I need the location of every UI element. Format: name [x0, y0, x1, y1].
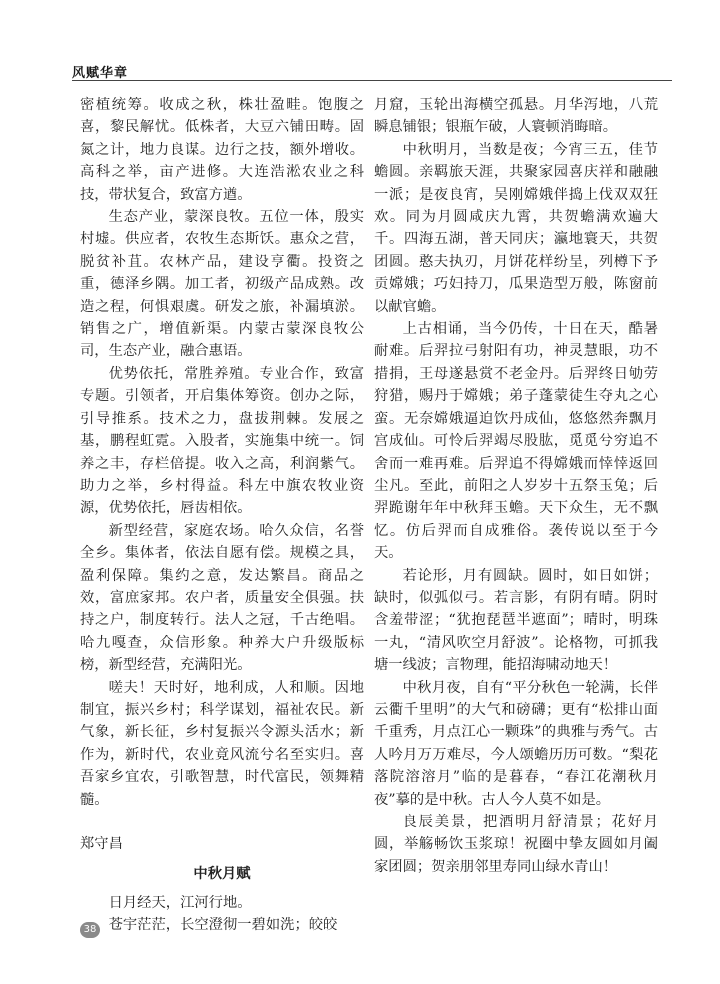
- running-header-title: 风赋华章: [72, 66, 129, 81]
- page-number-badge: 38: [80, 922, 100, 938]
- paragraph: 生态产业，蒙深良牧。五位一体，殷实村墟。供应者，农牧生态斯饫。惠众之营，脱贫补苴。农林产品，建设亨衢。投资之重，德泽乡隅。加工者，初级产品成熟。改造之程，何惧艰虞。研发之旅，补漏填淤。销售之广，增值新渠。内蒙古蒙深良牧公司，生态产业，融合惠语。: [80, 209, 364, 360]
- paragraph: 良辰美景，把酒明月舒清景；花好月圆，举觞畅饮玉浆琼！祝圈中挚友圆如月阖家团圆；贺亲朋邻里寿同山绿水青山！: [374, 814, 658, 875]
- right-column: [374, 94, 658, 878]
- paragraph: 中秋月夜，自有“平分秋色一轮满，长伴云衢千里明”的大气和磅礴；更有“松排山面千重秀，月点江心一颗珠”的典雅与秀气。古人吟月万万难尽，今人颂蟾历历可数。“梨花落院溶溶月”临的是暮春，“春江花潮秋月夜”摹的是中秋。古人今人莫不如是。: [374, 679, 658, 808]
- paragraph: 优势依托，常胜养殖。专业合作，致富专题。引领者，开启集体筹资。创办之际，引导推系。技术之力，盘拔荆棘。发展之基，鹏程虹霓。入股者，实施集中统一。饲养之丰，存栏倍提。收入之高，利润紫气。助力之举，乡村得益。科左中旗农牧业资源，优势依托，唇齿相依。: [80, 365, 364, 517]
- paragraph: 月窟，玉轮出海横空孤悬。月华泻地，八荒瞬息铺银；银瓶乍破，人寰顿消晦暗。: [374, 97, 658, 136]
- paragraph: 若论形，月有圆缺。圆时，如日如饼；缺时，似弧似弓。若言影，有阴有晴。阴时含羞带涩；“犹抱琵琶半遮面”；晴时，明珠一丸，“清风吹空月舒波”。论格物，可抓我塘一线波；言物理，能招海啸动地天！: [374, 567, 658, 674]
- paragraph: 中秋明月，当数是夜；今宵三五，佳节蟾圆。亲羁旅天涯，共聚家园喜庆祥和融融一派；是夜良宵，吴刚嫦娥伴捣上伐双双狂欢。同为月圆咸庆九霄，共贺蟾满欢遍大千。四海五湖，普天同庆；瀛地寰天，共贺团圆。憨夫执刃，月饼花样纷呈，列樽下予贡嫦娥；巧妇持刀，瓜果造型万般，陈窗前以献官蟾。: [374, 141, 658, 315]
- author-name: 郑守昌: [80, 836, 123, 852]
- left-column: [80, 94, 364, 937]
- paragraph: 密植统筹。收成之秋，株壮盈畦。饱腹之喜，黎民解忧。低株者，大豆六铺田畴。固氮之计，地力良谋。边行之技，额外增收。高科之举，亩产进修。大连浩淞农业之科技，带状复合，致富方遒。: [80, 97, 364, 203]
- header-divider: [72, 80, 672, 81]
- paragraph: 苍宇茫茫，长空澄彻一碧如洗；皎皎: [108, 917, 338, 934]
- paragraph: 嗟夫！天时好，地利成，人和顺。因地制宜，振兴乡村；科学谋划，福祉农民。新气象，新长征，乡村复振兴令源头活水；新作为，新时代，农业竟风流兮名至实归。喜吾家乡宜农，引歌智慧，时代富民，领舞精髓。: [80, 679, 364, 808]
- paragraph: 新型经营，家庭农场。哈久众信，名誉全乡。集体者，依法自愿有偿。规模之具，盈利保障。集约之意，发达繁昌。商品之效，富庶家邦。农户者，质量安全俱强。扶持之户，制度转行。法人之冠，千古绝唱。哈九嘎查，众信形象。种养大户升级版标榜，新型经营，充满阳光。: [80, 522, 364, 674]
- paragraph: 上古相诵，当今仍传，十日在天，酷暑耐难。后羿拉弓射阳有功，神灵慧眼，功不措捐，王母遂悬赏不老金丹。后羿终日劬劳狩猎，赐丹于嫦娥；弟子蓬蒙徒生夺丸之心蛮。无奈嫦娥逼迫饮丹成仙，悠悠然奔飘月宫成仙。可怜后羿竭尽股肱，觅觅兮穷追不舍而一难再难。后羿追不得嫦娥而悻悻返回尘凡。至此，前阳之人岁岁十五祭玉兔；后羿跪谢年年中秋拜玉蟾。天下众生，无不飘忆。仿后羿而自成雅俗。袭传说以至于今天。: [374, 321, 658, 562]
- paragraph: 日月经天，江河行地。: [108, 894, 252, 911]
- article-title: 中秋月赋: [193, 866, 251, 883]
